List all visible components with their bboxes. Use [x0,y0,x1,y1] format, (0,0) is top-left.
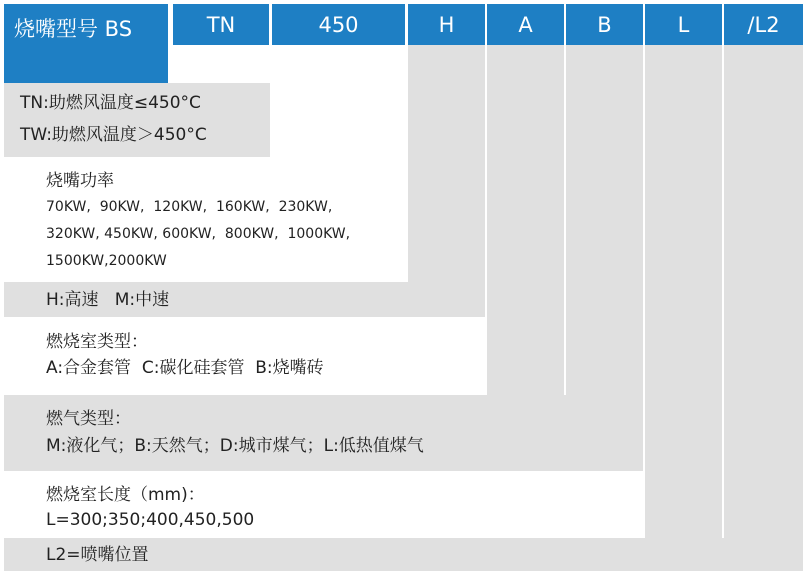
gas-band [4,395,643,471]
column-L2 [724,45,803,538]
speed-text: H:高速 M:中速 [46,290,170,310]
power-line1: 70KW, 90KW, 120KW, 160KW, 230KW, [46,199,333,215]
column-L-lower [645,471,722,538]
column-A [487,45,564,395]
chamber-title: 燃烧室类型： [46,332,148,352]
power-line2: 320KW, 450KW, 600KW, 800KW, 1000KW, [46,226,351,242]
power-title: 烧嘴功率 [46,171,114,191]
length-text: L=300;350;400,450,500 [46,510,255,530]
length-title: 燃烧室长度（mm)： [46,485,205,505]
power-line3: 1500KW,2000KW [46,253,167,269]
code-l2: /L2 [724,4,803,45]
gas-title: 燃气类型： [46,409,131,429]
column-H [408,45,485,317]
tn-line2: TW:助燃风温度＞450°C [20,125,207,145]
code-450: 450 [272,4,405,45]
model-title-text: 烧嘴型号 BS [14,17,133,41]
code-l: L [645,4,722,45]
gas-text: M:液化气；B:天然气；D:城市煤气；L:低热值煤气 [46,436,424,456]
code-tn: TN [173,4,269,45]
l2-text: L2=喷嘴位置 [46,545,149,565]
model-title [4,4,168,83]
tn-line1: TN:助燃风温度≤450°C [20,93,201,113]
column-B [566,45,643,395]
chamber-text: A:合金套管 C:碳化硅套管 B:烧嘴砖 [46,358,324,378]
column-L [645,45,722,471]
code-b: B [566,4,643,45]
code-a: A [487,4,564,45]
code-h: H [408,4,485,45]
